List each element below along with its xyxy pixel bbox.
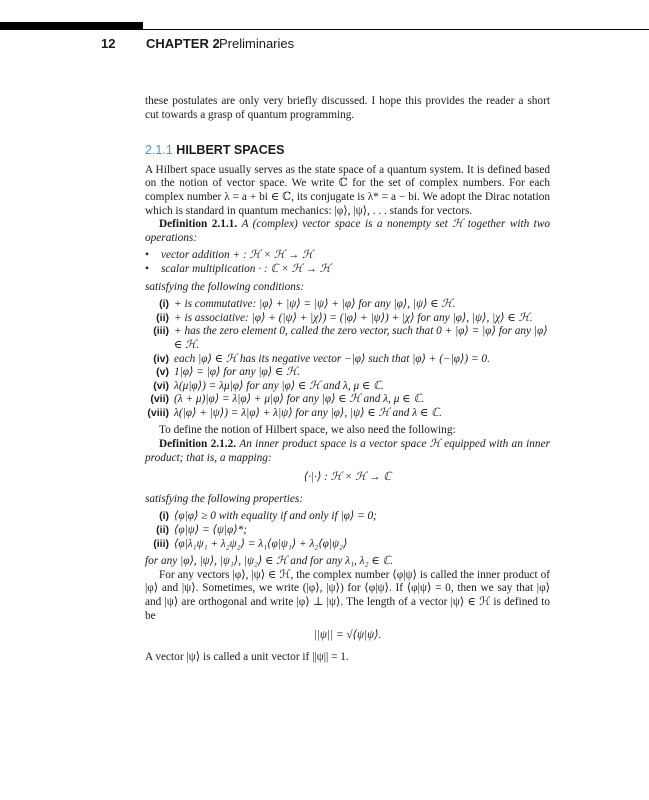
list-item [145, 524, 550, 538]
chapter-title: Preliminaries [219, 36, 295, 51]
definition-text: An inner product space is a vector space ℋ equipped with an inner product; that is, a mapping: [145, 438, 550, 464]
item-label: (viii) [147, 406, 169, 419]
list-item [145, 366, 550, 380]
item-text: (λ + μ)|φ⟩ = λ|φ⟩ + μ|φ⟩ for any |φ⟩ ∈ ℋ and λ, μ ∈ ℂ. [174, 393, 425, 406]
section-heading [145, 144, 550, 158]
list-item [145, 380, 550, 394]
item-label: (iii) [153, 325, 169, 338]
section-number: 2.1.1 [145, 143, 173, 158]
list-item [145, 538, 550, 552]
list-item [145, 298, 550, 312]
operations-list [145, 249, 550, 276]
item-label: (ii) [156, 524, 169, 537]
item-text: λ(μ|φ⟩) = λμ|φ⟩ for any |φ⟩ ∈ ℋ and λ, μ ∈ ℂ. [174, 379, 384, 392]
properties-outro: for any |φ⟩, |ψ⟩, |ψ₁⟩, |ψ₂⟩ ∈ ℋ and for any λ₁, λ₂ ∈ ℂ. [145, 555, 394, 568]
hilbert-intro-paragraph: A Hilbert space usually serves as the state space of a quantum system. It is defined based on the notion of vector space. We write ℂ for the set of complex numbers. For each complex number λ = a + bi ∈ ℂ, its conjugate is λ* = a − bi. We adopt the Dirac notation which is standard in quantum mechanics: |φ⟩, |ψ⟩, . . . stands for vectors. [145, 163, 550, 217]
definition-2-1-2 [145, 438, 550, 465]
list-item [145, 393, 550, 407]
norm-formula: ||ψ|| = √⟨ψ|ψ⟩. [313, 629, 382, 642]
item-text: each |φ⟩ ∈ ℋ has its negative vector −|φ⟩ such that |φ⟩ + (−|φ⟩) = 0. [174, 352, 490, 365]
item-text: + is commutative: |φ⟩ + |ψ⟩ = |ψ⟩ + |φ⟩ for any |φ⟩, |ψ⟩ ∈ ℋ. [174, 298, 456, 311]
item-label: (vii) [150, 393, 169, 406]
item-label: (i) [159, 298, 169, 311]
item-text: ⟨φ|λ₁ψ₁ + λ₂ψ₂⟩ = λ₁⟨φ|ψ₁⟩ + λ₂⟨φ|ψ₂⟩ [174, 537, 348, 550]
item-label: (v) [156, 366, 169, 379]
conditions-list [145, 298, 550, 420]
list-item-text: vector addition + : ℋ × ℋ → ℋ [161, 249, 314, 262]
item-label: (ii) [156, 311, 169, 324]
intro-paragraph: these postulates are only very briefly discussed. I hope this provides the reader a short cut towards a grasp of quantum programming. [145, 95, 550, 121]
definition-text: A (complex) vector space is a nonempty set ℋ together with two operations: [145, 218, 550, 244]
list-item-text: scalar multiplication · : ℂ × ℋ → ℋ [161, 262, 331, 275]
inner-product-paragraph: For any vectors |φ⟩, |ψ⟩ ∈ ℋ, the complex number ⟨φ|ψ⟩ is called the inner product of |φ⟩ and |ψ⟩. Sometimes, we write (|φ⟩, |ψ⟩) for ⟨φ|ψ⟩. If ⟨φ|ψ⟩ = 0, then we say that |φ⟩ and |ψ⟩ are orthogonal and write |φ⟩ ⊥ |ψ⟩. The length of a vector |ψ⟩ ∈ ℋ is defined to be [145, 568, 550, 622]
list-item [145, 510, 550, 524]
item-text: λ(|φ⟩ + |ψ⟩) = λ|φ⟩ + λ|ψ⟩ for any |φ⟩, |ψ⟩ ∈ ℋ and λ ∈ ℂ. [174, 406, 442, 419]
item-text: + is associative: |φ⟩ + (|ψ⟩ + |χ⟩) = (|φ⟩ + |ψ⟩) + |χ⟩ for any |φ⟩, |ψ⟩, |χ⟩ ∈ ℋ. [174, 311, 533, 324]
definition-2-1-1 [145, 218, 550, 245]
list-item [145, 249, 550, 263]
item-label: (iv) [153, 352, 169, 365]
section-title: HILBERT SPACES [176, 143, 285, 158]
item-text: ⟨φ|φ⟩ ≥ 0 with equality if and only if |φ⟩ = 0; [174, 510, 377, 523]
properties-list [145, 510, 550, 551]
bullet-icon: • [145, 262, 149, 275]
item-text: 1|φ⟩ = |φ⟩ for any |φ⟩ ∈ ℋ. [174, 366, 301, 379]
list-item [145, 407, 550, 421]
properties-intro: satisfying the following properties: [145, 492, 304, 505]
definition-label: Definition 2.1.2. [159, 438, 237, 451]
item-text: + has the zero element 0, called the zero vector, such that 0 + |φ⟩ = |φ⟩ for any |φ⟩ ∈ ℋ. [174, 325, 548, 351]
header-rule [143, 29, 649, 30]
inner-product-mapping: ⟨·|·⟩ : ℋ × ℋ → ℂ [303, 471, 392, 484]
page-number: 12 [101, 36, 116, 51]
list-item [145, 263, 550, 277]
list-item [145, 353, 550, 367]
item-label: (iii) [153, 537, 169, 550]
hilbert-definition-lead: To define the notion of Hilbert space, we also need the following: [159, 424, 456, 437]
list-item [145, 312, 550, 326]
unit-vector-paragraph: A vector |ψ⟩ is called a unit vector if ||ψ|| = 1. [145, 650, 349, 663]
header-black-bar [0, 22, 143, 30]
item-label: (vi) [153, 379, 169, 392]
bullet-icon: • [145, 249, 149, 262]
list-item [145, 325, 550, 352]
definition-label: Definition 2.1.1. [159, 218, 238, 231]
conditions-intro: satisfying the following conditions: [145, 280, 305, 293]
item-text: ⟨φ|ψ⟩ = ⟨ψ|φ⟩*; [174, 524, 248, 537]
page-body [145, 95, 550, 664]
item-label: (i) [159, 510, 169, 523]
running-header [0, 36, 649, 54]
chapter-label: CHAPTER 2 [146, 36, 220, 51]
